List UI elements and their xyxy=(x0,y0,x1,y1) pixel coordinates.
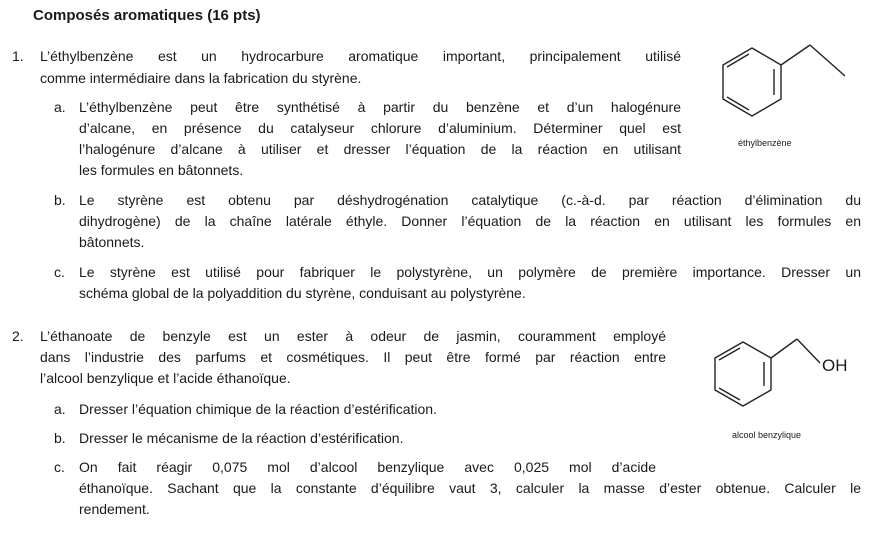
q2a-text-line-1: Dresser l’équation chimique de la réaction d’estérification. xyxy=(79,401,437,417)
q1c-label: c. xyxy=(54,264,65,280)
q2c-label: c. xyxy=(54,459,65,475)
ethylbenzene-structure xyxy=(705,30,855,140)
q1b-text-line-1: Le styrène est obtenu par déshydrogénation catalytique (c.-à-d. par réaction d’élimination du xyxy=(79,192,861,208)
q2-number: 2. xyxy=(12,328,24,344)
q2-text-line-1: L’éthanoate de benzyle est un ester à odeur de jasmin, couramment employé xyxy=(40,328,666,344)
q1a-text-line-1: L’éthylbenzène peut être synthétisé à partir du benzène et d’un halogénure xyxy=(79,99,681,115)
q1b-label: b. xyxy=(54,192,66,208)
q2-text-line-3: l’alcool benzylique et l’acide éthanoïque. xyxy=(40,370,291,386)
q1a-text-line-4: les formules en bâtonnets. xyxy=(79,162,244,178)
q2c-text-line-3: rendement. xyxy=(79,501,150,517)
q2a-label: a. xyxy=(54,401,66,417)
q1-text-line-1: L’éthylbenzène est un hydrocarbure aromatique important, principalement utilisé xyxy=(40,48,681,64)
q1-number: 1. xyxy=(12,48,24,64)
q2c-text-line-2: éthanoïque. Sachant que la constante d’équilibre vaut 3, calculer la masse d’ester obtenue. Calculer le xyxy=(79,480,861,496)
q1a-text-line-2: d’alcane, en présence du catalyseur chlorure d’aluminium. Déterminer quel est xyxy=(79,120,681,136)
q2b-text-line-1: Dresser le mécanisme de la réaction d’estérification. xyxy=(79,430,404,446)
q1b-text-line-3: bâtonnets. xyxy=(79,234,145,250)
ethylbenzene-caption: éthylbenzène xyxy=(738,138,792,148)
q1c-text-line-1: Le styrène est utilisé pour fabriquer le polystyrène, un polymère de première importance. Dresser un xyxy=(79,264,861,280)
q1a-text-line-3: l’halogénure d’alcane à utiliser et dresser l’équation de la réaction en utilisant xyxy=(79,141,681,157)
q2c-text-line-1: On fait réagir 0,075 mol d’alcool benzylique avec 0,025 mol d’acide xyxy=(79,459,656,475)
q2b-label: b. xyxy=(54,430,66,446)
q1b-text-line-2: dihydrogène) de la chaîne latérale éthyle. Donner l’équation de la réaction en utilisant les formules en xyxy=(79,213,861,229)
q1-text-line-2: comme intermédiaire dans la fabrication du styrène. xyxy=(40,70,362,86)
section-title: Composés aromatiques (16 pts) xyxy=(33,7,261,24)
q1c-text-line-2: schéma global de la polyaddition du styrène, conduisant au polystyrène. xyxy=(79,285,526,301)
q1a-label: a. xyxy=(54,99,66,115)
hydroxyl-label: OH xyxy=(822,356,848,375)
q2-text-line-2: dans l’industrie des parfums et cosmétiques. Il peut être formé par réaction entre xyxy=(40,349,666,365)
benzyl-alcohol-caption: alcool benzylique xyxy=(732,430,802,440)
